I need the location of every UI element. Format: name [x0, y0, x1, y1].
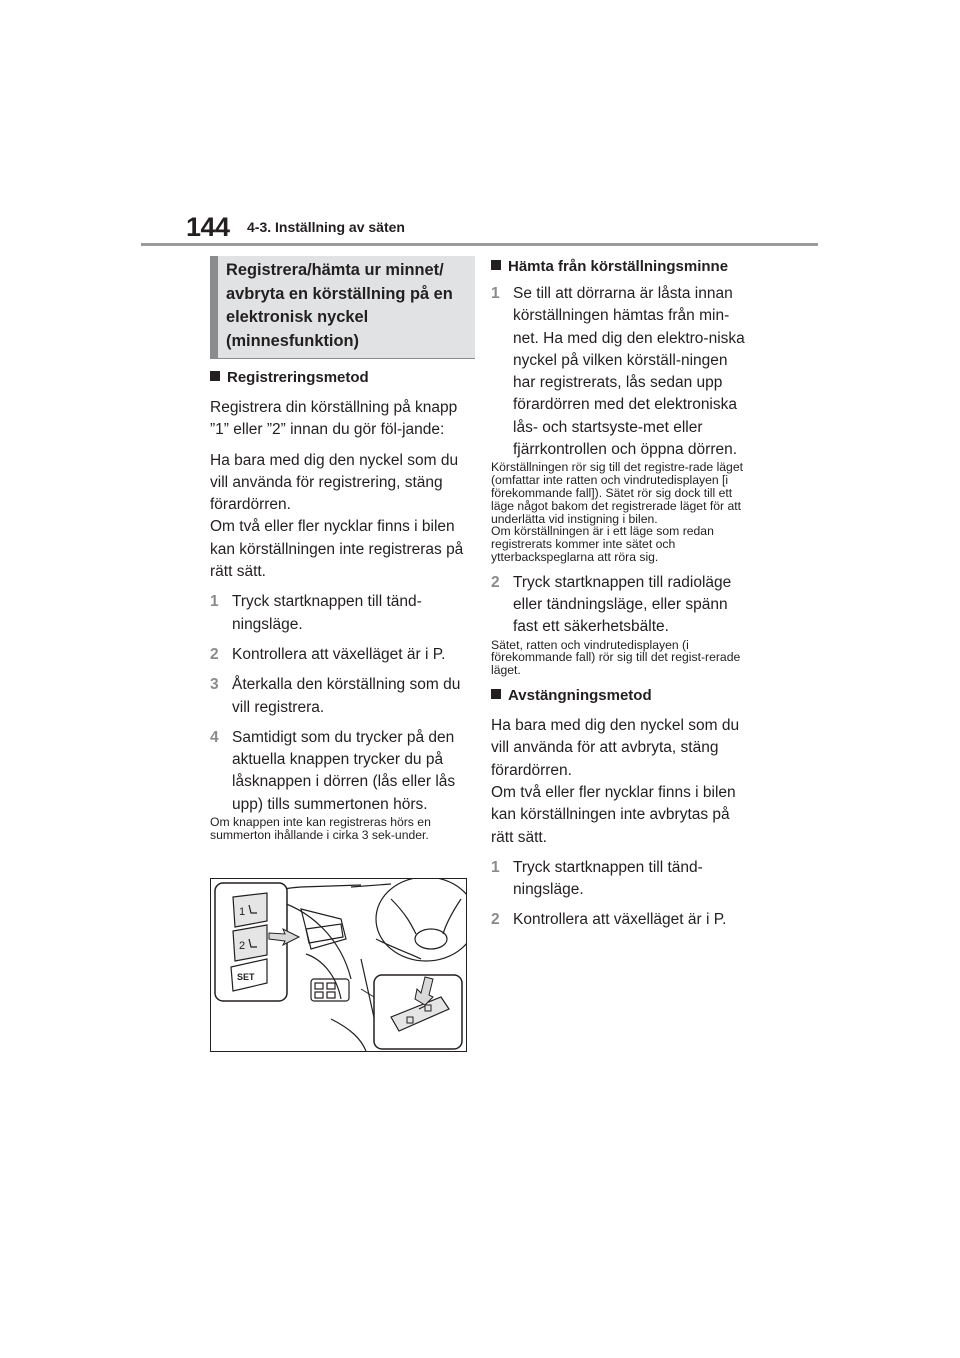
- lock-button-inset: [374, 975, 462, 1049]
- step-text: Tryck startknappen till tänd-ningsläge.: [513, 858, 703, 899]
- step-item: [210, 674, 472, 719]
- door-panel-drawing: [211, 879, 467, 1052]
- step-text: Tryck startknappen till tänd-ningsläge.: [232, 593, 422, 633]
- page-number: 144: [186, 212, 230, 242]
- section-title: 4-3. Inställning av säten: [247, 219, 405, 235]
- step-item: [491, 572, 753, 639]
- topic-heading: Registrera/hämta ur minnet/ avbryta en körställning på en elektronisk nyckel (minnesfunktion): [210, 256, 475, 359]
- paragraph: Ha bara med dig den nyckel som du vill använda för att avbryta, stäng förardörren.: [491, 717, 740, 779]
- step-number: 2: [491, 911, 500, 929]
- step-number: 4: [210, 728, 219, 746]
- square-bullet-icon: [491, 689, 501, 699]
- button-label-2: 2: [239, 940, 246, 952]
- note: Sätet, ratten och vindrutedisplayen (i förekommande fall) rör sig till det regist-rerade läget.: [491, 637, 741, 678]
- left-column: [210, 256, 472, 842]
- step-number: 3: [210, 676, 219, 694]
- note: Om knappen inte kan registreras hörs en summerton ihållande i cirka 3 sek-under.: [210, 815, 431, 842]
- step-number: 1: [210, 593, 219, 611]
- step-number: 1: [491, 285, 500, 302]
- step-text: Återkalla den körställning som du vill registrera.: [232, 676, 461, 716]
- paragraph: Om två eller fler nycklar finns i bilen kan körställningen inte avbrytas på rätt sätt.: [491, 783, 736, 846]
- square-bullet-icon: [491, 260, 501, 270]
- step-number: 2: [210, 645, 219, 663]
- paragraph: Registrera din körställning på knapp ”1” eller ”2” innan du gör föl-jande:: [210, 399, 458, 439]
- right-column: [491, 256, 753, 932]
- step-text: Kontrollera att växelläget är i P.: [513, 911, 727, 929]
- paragraph: Ha bara med dig den nyckel som du vill använda för registrering, stäng förardörren.: [210, 451, 459, 514]
- note: Om körställningen är i ett läge som redan registrerats kommer inte sätet och ytterbackspeglarna att röra sig.: [491, 524, 714, 564]
- step-text: Samtidigt som du trycker på den aktuella knappen trycker du på låsknappen i dörren (lås eller lås upp) tills summertonen hörs.: [232, 728, 456, 813]
- note: Körställningen rör sig till det registre-rade läget (omfattar inte ratten och vindrutedisplayen [i förekommande fall]). Sätet rör sig dock till ett läge något bakom det registrerade läget för att underlätta vid instigning i bilen.: [491, 460, 743, 526]
- button-label-1: 1: [239, 906, 246, 918]
- step-item: [210, 591, 472, 636]
- square-bullet-icon: [210, 371, 220, 381]
- paragraph: Om två eller fler nycklar finns i bilen kan körställningen inte registreras på rätt sätt.: [210, 518, 464, 581]
- step-text: Kontrollera att växelläget är i P.: [232, 645, 446, 663]
- header-divider: [141, 243, 818, 246]
- step-text: Se till att dörrarna är låsta innan körställningen hämtas från min-net. Ha med dig den elektro-niska nyckel på vilken körställ-ningen har registrerats, lås sedan upp förardörren med det elektroniska lås- och startsyste-met eller fjärrkontrollen och öppna dörren.: [513, 285, 745, 459]
- subheading-cancel: Avstängningsmetod: [491, 685, 753, 707]
- step-number: 2: [491, 573, 500, 591]
- step-item: [491, 909, 753, 931]
- memory-buttons-illustration: [210, 878, 467, 1052]
- memory-button-inset: [215, 883, 287, 1001]
- step-item: [491, 857, 753, 902]
- step-item: [210, 727, 472, 816]
- step-text: Tryck startknappen till radioläge eller tändningsläge, eller spänn fast ett säkerhetsbälte.: [513, 573, 732, 636]
- subheading-retrieve: Hämta från körställningsminne: [491, 256, 753, 278]
- step-item: [491, 283, 753, 461]
- button-label-set: SET: [237, 972, 255, 982]
- subheading-registration: Registreringsmetod: [210, 367, 472, 389]
- step-number: 1: [491, 858, 500, 876]
- step-item: [210, 644, 472, 666]
